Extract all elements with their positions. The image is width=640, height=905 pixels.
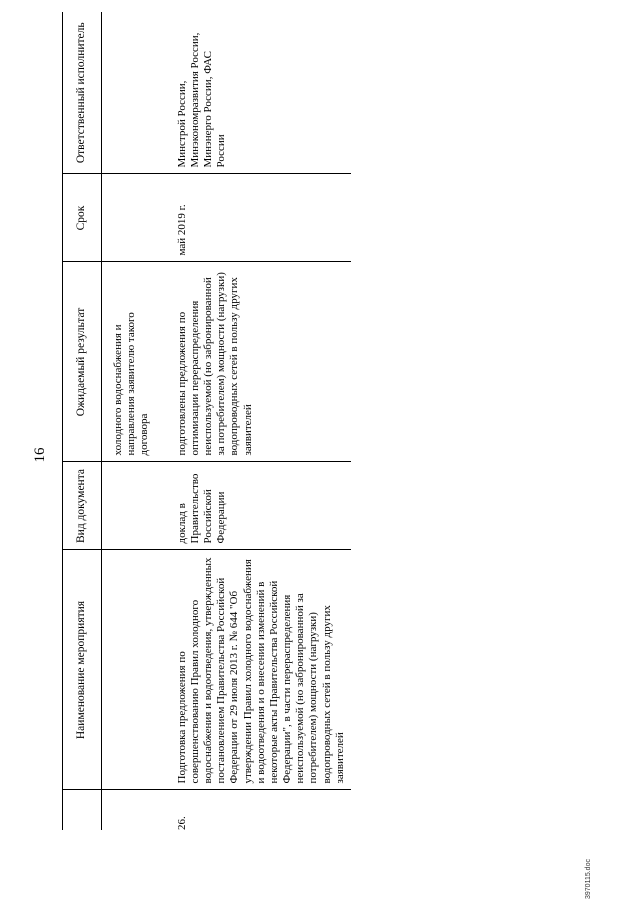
cell-executor: Минстрой России, Минэкономразвития России, Минэнерго России, ФАС России [162, 12, 351, 174]
measures-table [62, 12, 351, 830]
cell-term: май 2019 г. [162, 174, 351, 262]
page-number: 16 [32, 447, 48, 463]
cell-result: подготовлены предложения по оптимизации перераспределения неиспользуемой (но забронированной за потребителем) мощности (нагрузки) водопроводных сетей в пользу других заявителей [162, 262, 351, 462]
cell-name [102, 550, 162, 790]
table-row-continuation [102, 12, 162, 830]
header-executor: Ответственный исполнитель [63, 12, 102, 174]
cell-doc-type: доклад в Правительство Российской Федерации [162, 462, 351, 550]
cell-result: холодного водоснабжения и направления заявителю такого договора [102, 262, 162, 462]
table-header-row [63, 12, 102, 830]
cell-executor [102, 12, 162, 174]
cell-term [102, 174, 162, 262]
table-row-26 [162, 12, 351, 830]
cell-num [102, 790, 162, 830]
header-term: Срок [63, 174, 102, 262]
cell-name: Подготовка предложения по совершенствованию Правил холодного водоснабжения и водоотведения, утвержденных постановлением Правительства Российской Федерации от 29 июля 2013 г. № 644 "Об утверждении Правил холодного водоснабжения и водоотведения и о внесении изменений в некоторые акты Правительства Российской Федерации", в части перераспределения неиспользуемой (но забронированной за потребителем) мощности (нагрузки) водопроводных сетей в пользу других заявителей [162, 550, 351, 790]
header-name: Наименование мероприятия [63, 550, 102, 790]
header-result: Ожидаемый результат [63, 262, 102, 462]
document-code: 3970115.doc [585, 859, 592, 899]
header-num [63, 790, 102, 830]
cell-doc-type [102, 462, 162, 550]
header-doc-type: Вид документа [63, 462, 102, 550]
cell-num: 26. [162, 790, 351, 830]
